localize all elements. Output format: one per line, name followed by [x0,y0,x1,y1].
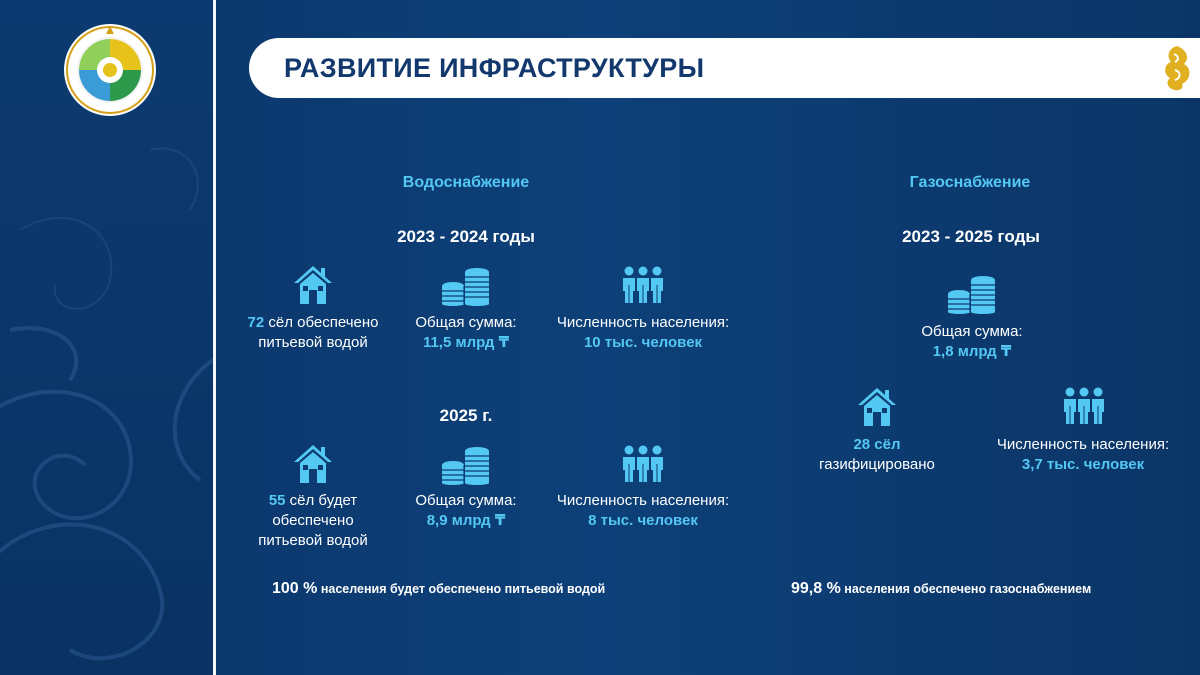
sidebar-divider [213,0,216,675]
gas-amount-value: 1,8 млрд ₸ [932,343,1012,360]
water-summary-text: населения будет обеспечено питьевой водой [317,582,606,596]
coins-icon [947,274,997,314]
water-p1-amount-value: 11,5 млрд ₸ [422,334,510,351]
gas-heading: Газоснабжение [909,174,1031,191]
water-p2-villages-count: 55 [268,492,286,509]
water-p1-population-value: 10 тыс. человек [583,334,703,351]
sidebar [0,0,213,675]
coins-icon [441,445,491,485]
water-p2-population-label: Численность населения: [556,492,730,509]
water-summary-percent: 100 % [272,580,318,597]
water-p1-amount-label: Общая сумма: [415,314,517,331]
gas-summary-text: населения обеспечено газоснабжением [840,582,1092,596]
gas-population-value: 3,7 тыс. человек [1021,456,1145,473]
water-p2-villages [223,491,403,551]
people-icon [622,265,664,305]
region-emblem [62,22,158,118]
gas-population-label: Численность населения: [996,436,1170,453]
gas-summary-percent: 99,8 % [791,580,841,597]
house-icon [855,384,899,428]
gas-summary [791,580,1091,598]
water-p2-population-value: 8 тыс. человек [588,512,698,529]
water-p1-villages-text-2: питьевой водой [258,334,368,351]
water-p2-villages-text-3: питьевой водой [258,532,368,549]
gas-villages-count: 28 сёл [853,436,901,453]
gas-amount-label: Общая сумма: [921,323,1023,340]
water-heading: Водоснабжение [402,174,530,191]
water-p2-amount-value: 8,9 млрд ₸ [426,512,506,529]
water-p2-amount-label: Общая сумма: [415,492,517,509]
people-icon [622,444,664,484]
water-period-2-label: 2025 г. [439,406,493,425]
house-icon [291,441,335,485]
gas-villages-text: газифицировано [819,456,935,473]
coins-icon [441,266,491,306]
page-title: РАЗВИТИЕ ИНФРАСТРУКТУРЫ [284,53,705,83]
people-icon [1063,386,1105,426]
house-icon [291,262,335,306]
water-p1-villages-text-1: сёл обеспечено [264,314,379,331]
water-p1-population-label: Численность населения: [556,314,730,331]
water-p1-villages [223,313,403,353]
gold-emblem-icon [1160,44,1194,92]
water-p2-villages-text-2: обеспечено [272,512,354,529]
gas-period-label: 2023 - 2025 годы [902,227,1040,246]
water-period-1-label: 2023 - 2024 годы [397,227,535,246]
water-p1-villages-count: 72 [247,314,265,331]
water-p2-villages-text-1: сёл будет [285,492,358,509]
water-summary [272,580,605,598]
title-bar [249,38,1200,98]
